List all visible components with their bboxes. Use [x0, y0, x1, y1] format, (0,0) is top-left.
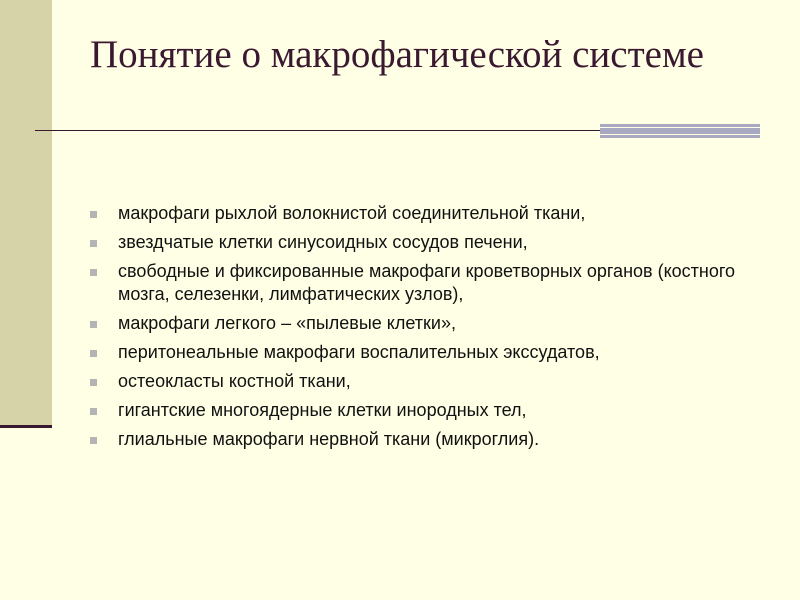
bullet-item — [90, 231, 750, 254]
bullet-text: гигантские многоядерные клетки инородных тел, — [118, 400, 527, 420]
bullet-text: остеокласты костной ткани, — [118, 371, 351, 391]
bullet-item — [90, 370, 750, 393]
bullet-item — [90, 260, 750, 306]
square-bullet-icon — [90, 408, 97, 415]
bullet-item — [90, 202, 750, 225]
left-decorative-bar — [0, 0, 52, 425]
left-bar-bottom-edge — [0, 425, 52, 428]
square-bullet-icon — [90, 269, 97, 276]
title-underline — [35, 130, 600, 131]
bullet-list — [90, 202, 750, 457]
bullet-item — [90, 312, 750, 335]
square-bullet-icon — [90, 350, 97, 357]
slide-title: Понятие о макрофагической системе — [90, 33, 704, 76]
title-underline-accent — [600, 124, 760, 138]
bullet-item — [90, 399, 750, 422]
bullet-text: макрофаги легкого – «пылевые клетки», — [118, 313, 456, 333]
bullet-text: глиальные макрофаги нервной ткани (микроглия). — [118, 429, 540, 449]
bullet-item — [90, 341, 750, 364]
square-bullet-icon — [90, 437, 97, 444]
square-bullet-icon — [90, 321, 97, 328]
square-bullet-icon — [90, 379, 97, 386]
bullet-text: перитонеальные макрофаги воспалительных экссудатов, — [118, 342, 600, 362]
bullet-item — [90, 428, 750, 451]
square-bullet-icon — [90, 240, 97, 247]
square-bullet-icon — [90, 211, 97, 218]
bullet-text: свободные и фиксированные макрофаги кроветворных органов (костного мозга, селезенки, лимфатических узлов), — [118, 261, 736, 304]
bullet-text: звездчатые клетки синусоидных сосудов печени, — [118, 232, 528, 252]
bullet-text: макрофаги рыхлой волокнистой соединительной ткани, — [118, 203, 586, 223]
